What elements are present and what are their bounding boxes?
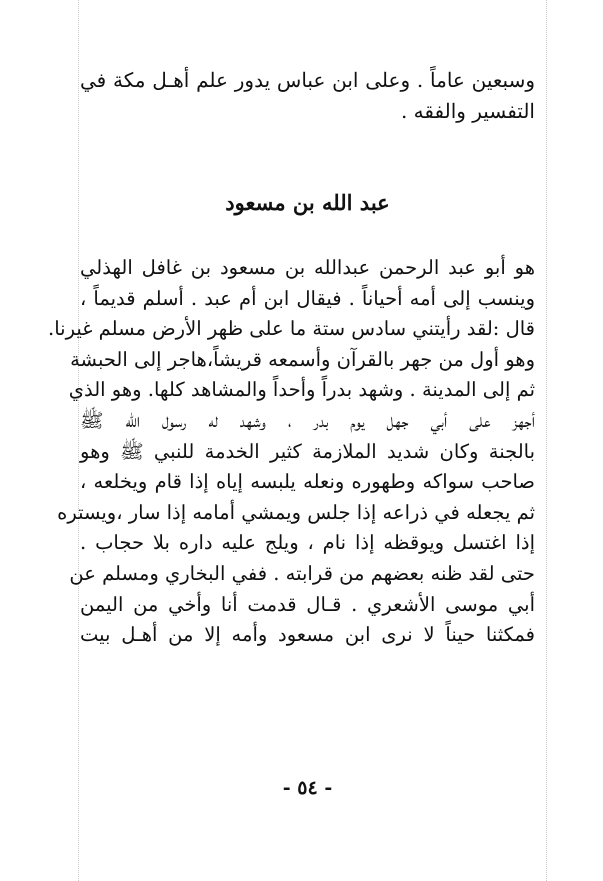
scan-guide-line: [78, 0, 79, 881]
text-line: إذا اغتسل ويوقظه إذا نام ، ويلج عليه داره بلا حجاب .: [80, 531, 535, 555]
text-line: وسبعين عاماً . وعلى ابن عباس يدور علم أهـل مكة في: [80, 68, 535, 92]
intro-paragraph: [80, 65, 535, 126]
page-number: - ٥٤ -: [282, 777, 333, 799]
text-line: التفسير والفقه .: [400, 98, 535, 123]
text-line: أجهز على أبي جهل يوم بدر ، وشهد له رسول الله ﷺ: [80, 408, 535, 432]
text-line: صاحب سواكه وطهوره ونعله يلبسه إياه إذا قام ويخلعه ،: [80, 470, 535, 494]
scan-guide-line: [546, 0, 547, 881]
text-line: وهو أول من جهر بالقرآن وأسمعه قريشاً،هاجر إلى الحبشة: [70, 347, 535, 371]
text-line: فمكثنا حيناً لا نرى ابن مسعود وأمه إلا من أهـل بيت: [80, 623, 535, 647]
text-line: بالجنة وكان شديد الملازمة كثير الخدمة للنبي ﷺ وهو: [80, 439, 535, 463]
text-line: ثم إلى المدينة . وشهد بدراً وأحداً والمشاهد كلها. وهو الذي: [68, 378, 535, 402]
text-line: وينسب إلى أمه أحياناً . فيقال ابن أم عبد . أسلم قديماً ،: [80, 286, 535, 310]
text-line: ثم يجعله في ذراعه إذا جلس ويمشي أمامه إذا سار ،ويستره: [57, 500, 535, 524]
section-title: عبد الله بن مسعود: [225, 190, 390, 215]
body-paragraph: [48, 253, 535, 651]
text-line: هو أبو عبد الرحمن عبدالله بن مسعود بن غافل الهذلي: [80, 256, 535, 279]
text-line: حتى لقد ظنه بعضهم من قرابته . ففي البخاري ومسلم عن: [69, 561, 535, 585]
text-line: أبي موسى الأشعري . قـال قدمت أنا وأخي من اليمن: [80, 592, 535, 616]
text-line: قال :لقد رأيتني سادس ستة ما على ظهر الأرض مسلم غيرنا.: [48, 317, 535, 341]
